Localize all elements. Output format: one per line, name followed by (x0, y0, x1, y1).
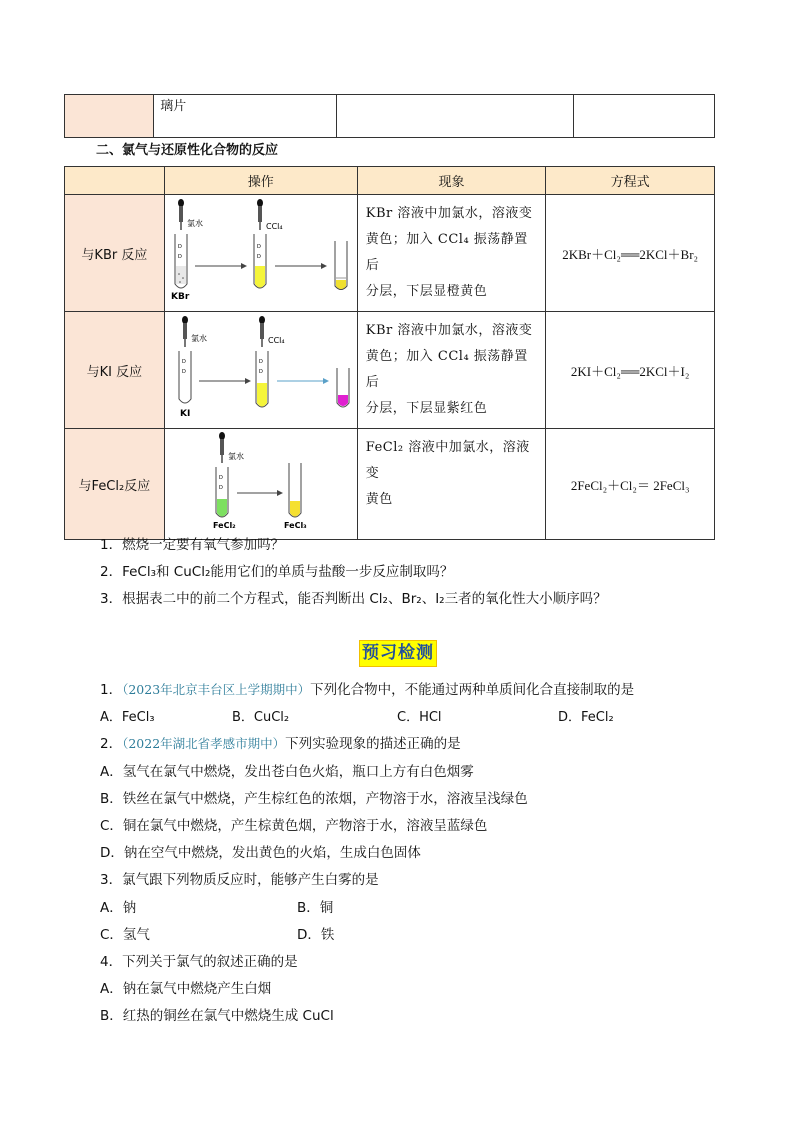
exercise-3-stem: 3．氯气跟下列物质反应时，能够产生白雾的是 (100, 872, 379, 888)
fecl2-diagram (165, 429, 357, 535)
start-solution-label: FeCl₂ (212, 521, 236, 530)
observation-line: 分层，下层显紫红色 (365, 401, 488, 416)
observation-line: KBr 溶液中加氯水，溶液变 (365, 206, 533, 221)
question-line: 3．根据表二中的前二个方程式，能否判断出 Cl₂、Br₂、I₂三者的氧化性大小顺序吗？ (100, 591, 607, 607)
dropper-icon (257, 199, 263, 230)
table-row (65, 195, 715, 312)
row-label (65, 195, 165, 312)
observation-cell (357, 312, 546, 429)
reagent-label: CCl₄ (265, 222, 283, 231)
operation-diagram-cell (164, 312, 357, 429)
fragment-text-cell (154, 95, 337, 138)
header-operation: 操作 (164, 167, 357, 195)
kbr-diagram (165, 196, 357, 306)
section-title: 二、氯气与还原性化合物的反应 (96, 143, 279, 158)
test-tube-icon (337, 368, 349, 407)
header-phenomenon: 现象 (357, 167, 546, 195)
svg-text:D: D (258, 369, 263, 375)
end-solution-label: FeCl₃ (283, 521, 307, 530)
option: A．FeCl₃ (100, 710, 155, 725)
exercise-stem-text: 下列化合物中，不能通过两种单质间化合直接制取的是 (310, 682, 635, 698)
svg-text:D: D (177, 244, 182, 250)
exercise-source: （2023年北京丰台区上学期期中） (122, 682, 311, 697)
exercise-4-stem: 4．下列关于氯气的叙述正确的是 (100, 954, 298, 970)
test-tube-icon (335, 241, 347, 290)
question-line: 1．燃烧一定要有氧气参加吗？ (100, 537, 285, 553)
fragment-empty-cell (573, 95, 714, 138)
preview-check-header: 预习检测 (359, 640, 437, 667)
svg-text:D: D (181, 359, 186, 365)
test-tube-icon (175, 234, 187, 288)
option: C．氢气 (100, 927, 150, 943)
start-solution-label: KI (179, 409, 191, 419)
equation-cell (546, 429, 715, 540)
exercise-1-stem (100, 678, 634, 698)
equation-cell (546, 195, 715, 312)
observation-line: 黄色；加入 CCl₄ 振荡静置后 (365, 349, 528, 390)
table-header-row (65, 167, 715, 195)
option: C．HCl (397, 710, 442, 725)
test-tube-icon (216, 467, 228, 517)
option: B．铜 (297, 900, 334, 916)
operation-diagram-cell (164, 195, 357, 312)
arrow-icon (237, 490, 283, 496)
reaction-table (64, 166, 715, 540)
fragment-label-cell (65, 95, 154, 138)
row-label-text: 与KI 反应 (86, 364, 143, 380)
table-row (65, 429, 715, 540)
exercise-source: （2022年湖北省孝感市期中） (122, 736, 286, 751)
option: B．铁丝在氯气中燃烧，产生棕红色的浓烟，产物溶于水，溶液呈浅绿色 (100, 791, 528, 807)
row-label (65, 429, 165, 540)
test-tube-icon (289, 463, 301, 517)
observation-line: KBr 溶液中加氯水，溶液变 (365, 323, 533, 338)
svg-text:D: D (218, 475, 223, 481)
observation-line: 黄色；加入 CCl₄ 振荡静置后 (365, 232, 528, 273)
option: D．FeCl₂ (558, 710, 614, 725)
dropper-icon (182, 316, 188, 347)
dropper-icon (259, 316, 265, 347)
test-tube-icon (179, 351, 191, 403)
option: B．红热的铜丝在氯气中燃烧生成 CuCl (100, 1008, 334, 1024)
fragment-empty-cell (336, 95, 573, 138)
option: D．钠在空气中燃烧，发出黄色的火焰，生成白色固体 (100, 845, 421, 861)
svg-text:D: D (177, 254, 182, 260)
svg-text:D: D (258, 359, 263, 365)
ki-diagram (165, 313, 357, 423)
question-line: 2．FeCl₃和 CuCl₂能用它们的单质与盐酸一步反应制取吗？ (100, 564, 454, 580)
option: B．CuCl₂ (232, 710, 290, 725)
reagent-label: 氯水 (190, 334, 207, 343)
arrow-icon (275, 263, 327, 269)
exercise-number: 1． (100, 682, 123, 698)
arrow-icon (195, 263, 247, 269)
test-tube-icon (256, 351, 268, 407)
operation-diagram-cell (164, 429, 357, 540)
svg-text:D: D (181, 369, 186, 375)
option: A．氢气在氯气中燃烧，发出苍白色火焰，瓶口上方有白色烟雾 (100, 764, 474, 780)
header-blank (65, 167, 165, 195)
dropper-icon (219, 432, 225, 463)
header-equation: 方程式 (546, 167, 715, 195)
option: A．钠 (100, 900, 137, 916)
observation-line: 分层，下层显橙黄色 (365, 284, 488, 299)
observation-cell (357, 195, 546, 312)
exercise-2-stem (100, 732, 461, 752)
table-row (65, 312, 715, 429)
svg-text:D: D (256, 244, 261, 250)
row-label-text: 与KBr 反应 (81, 247, 148, 263)
option: A．钠在氯气中燃烧产生白烟 (100, 981, 272, 997)
equation-text: 2FeCl₂＋Cl₂＝ 2FeCl₃ (570, 477, 690, 493)
fragment-text: 璃片 (160, 99, 187, 114)
exercise-number: 2． (100, 736, 123, 752)
reagent-label: 氯水 (227, 452, 244, 461)
reagent-label: CCl₄ (267, 336, 285, 345)
observation-line: 黄色 (365, 492, 393, 507)
arrow-icon (199, 378, 251, 384)
equation-cell (546, 312, 715, 429)
svg-text:D: D (218, 485, 223, 491)
reagent-label: 氯水 (186, 219, 203, 228)
svg-text:D: D (256, 254, 261, 260)
option: C．铜在氯气中燃烧，产生棕黄色烟，产物溶于水，溶液呈蓝绿色 (100, 818, 488, 834)
previous-table-fragment (64, 94, 715, 138)
equation-text: 2KI＋Cl₂══2KCl＋I₂ (570, 363, 690, 379)
start-solution-label: KBr (170, 292, 190, 302)
option: D．铁 (297, 927, 335, 943)
row-label-text: 与FeCl₂反应 (78, 478, 151, 494)
test-tube-icon (254, 234, 266, 288)
arrow-icon (277, 378, 329, 384)
row-label (65, 312, 165, 429)
exercise-stem-text: 下列实验现象的描述正确的是 (285, 736, 461, 752)
observation-line: FeCl₂ 溶液中加氯水，溶液变 (365, 440, 530, 481)
dropper-icon (178, 199, 184, 230)
observation-cell (357, 429, 546, 540)
equation-text: 2KBr＋Cl₂══2KCl＋Br₂ (562, 246, 699, 262)
